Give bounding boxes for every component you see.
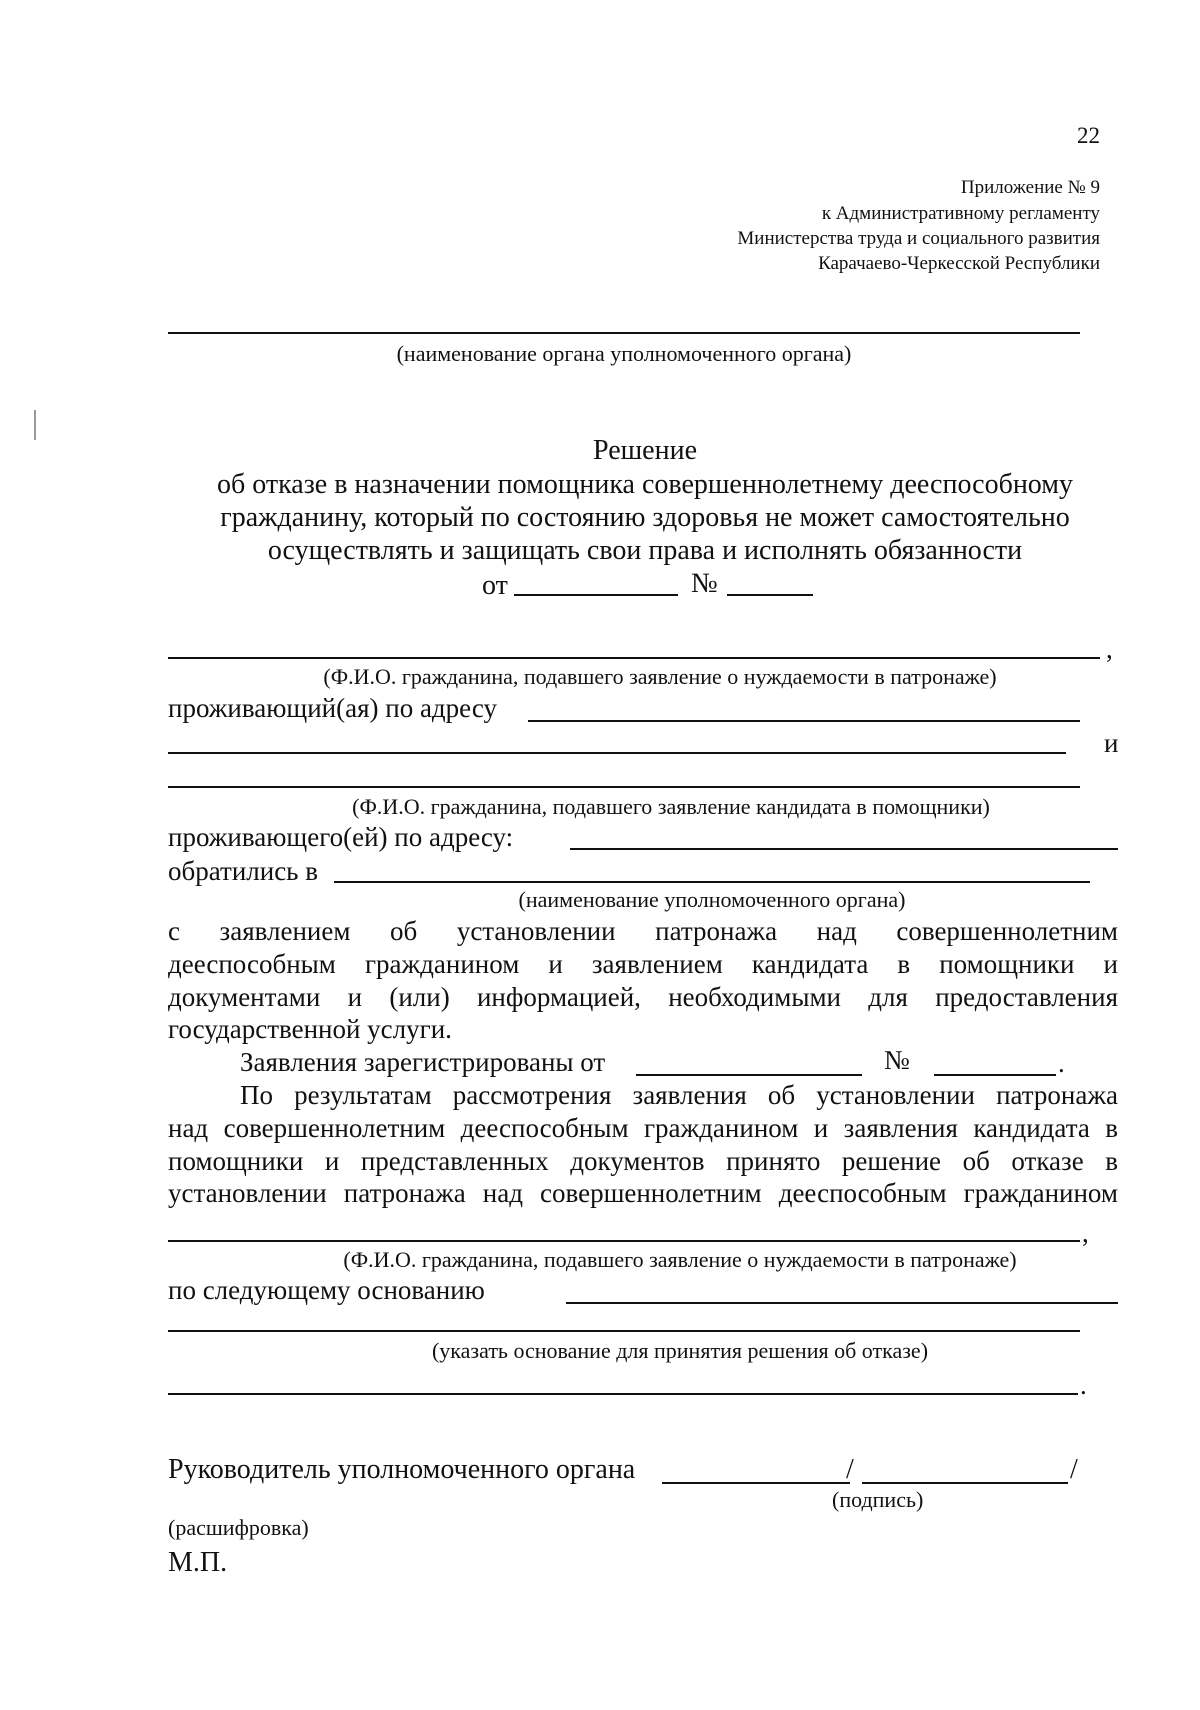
paragraph-2-line-4: установлении патронажа над совершеннолетним дееспособным гражданином	[168, 1178, 1118, 1208]
head-label: Руководитель уполномоченного органа	[168, 1454, 636, 1485]
appendix-line-1: Приложение № 9	[960, 177, 1100, 198]
organ-name-caption: (наименование органа уполномоченного органа)	[396, 341, 852, 366]
candidate-fio-caption: (Ф.И.О. гражданина, подавшего заявление кандидата в помощники)	[352, 794, 990, 819]
applied-label: обратились в	[168, 856, 318, 886]
registered-number-sign: №	[884, 1045, 910, 1075]
applicant-fio-caption-2: (Ф.И.О. гражданина, подавшего заявление о нуждаемости в патронаже)	[343, 1247, 1017, 1272]
appendix-line-2: к Административному регламенту	[821, 203, 1100, 224]
and-word: и	[1104, 728, 1119, 758]
basis-caption: (указать основание для принятия решения об отказе)	[431, 1338, 929, 1363]
paragraph-1-line-2: дееспособным гражданином и заявлением кандидата в помощники и	[168, 949, 1118, 979]
number-sign: №	[691, 568, 718, 599]
appendix-line-3: Министерства труда и социального развития	[737, 228, 1100, 249]
candidate-address-line	[570, 848, 1118, 850]
scan-edge-mark	[34, 410, 36, 440]
registered-period: .	[1058, 1048, 1065, 1078]
candidate-fio-line	[168, 786, 1080, 788]
address-line-2	[168, 752, 1066, 754]
stamp-label: М.П.	[168, 1547, 228, 1578]
title-line-1: об отказе в назначении помощника совершеннолетнему дееспособному	[217, 469, 1073, 500]
paragraph-1-line-3: документами и (или) информацией, необходимыми для предоставления	[168, 982, 1118, 1012]
paragraph-2-line-3: помощники и представленных документов принято решение об отказе в	[168, 1146, 1118, 1176]
paragraph-2-line-1: По результатам рассмотрения заявления об установлении патронажа	[240, 1080, 1118, 1110]
document-heading: Решение	[592, 435, 697, 466]
signature-slash-1: /	[846, 1454, 854, 1485]
residing-label: проживающий(ая) по адресу	[168, 693, 497, 723]
number-blank	[727, 594, 813, 596]
registered-label: Заявления зарегистрированы от	[240, 1047, 606, 1077]
registered-number-blank	[934, 1074, 1056, 1076]
address-line-1	[528, 720, 1080, 722]
signature-slash-2: /	[1070, 1454, 1078, 1485]
appendix-line-4: Карачаево-Черкесской Республики	[818, 253, 1100, 274]
paragraph-2-line-2: над совершеннолетним дееспособным гражданином и заявления кандидата в	[168, 1113, 1118, 1143]
decode-blank	[862, 1482, 1068, 1484]
basis-period: .	[1080, 1370, 1087, 1400]
applicant-fio-line	[168, 657, 1100, 659]
authorized-organ-caption: (наименование уполномоченного органа)	[518, 887, 906, 912]
paragraph-1-line-1: с заявлением об установлении патронажа над совершеннолетним	[168, 916, 1118, 946]
title-line-2: гражданину, который по состоянию здоровья не может самостоятельно	[220, 502, 1070, 533]
basis-line-2	[168, 1330, 1080, 1332]
page-number: 22	[1077, 123, 1100, 148]
applicant-comma-2: ,	[1082, 1218, 1089, 1248]
residing-candidate-label: проживающего(ей) по адресу:	[168, 822, 514, 852]
date-prefix: от	[482, 570, 508, 601]
signature-blank	[662, 1482, 850, 1484]
basis-label: по следующему основанию	[168, 1275, 485, 1305]
signature-caption: (подпись)	[832, 1487, 924, 1512]
authorized-organ-line	[334, 881, 1090, 883]
applicant-fio-line-2	[168, 1240, 1080, 1242]
basis-line-3	[168, 1393, 1078, 1395]
paragraph-1-line-4: государственной услуги.	[168, 1014, 452, 1044]
applicant-comma: ,	[1106, 634, 1113, 664]
basis-line-1	[566, 1302, 1118, 1304]
applicant-fio-caption: (Ф.И.О. гражданина, подавшего заявление о нуждаемости в патронаже)	[323, 664, 997, 689]
organ-name-line	[168, 332, 1080, 334]
title-line-3: осуществлять и защищать свои права и исполнять обязанности	[267, 535, 1023, 566]
decode-caption: (расшифровка)	[168, 1515, 309, 1540]
date-blank	[514, 594, 678, 596]
registered-date-blank	[636, 1074, 862, 1076]
